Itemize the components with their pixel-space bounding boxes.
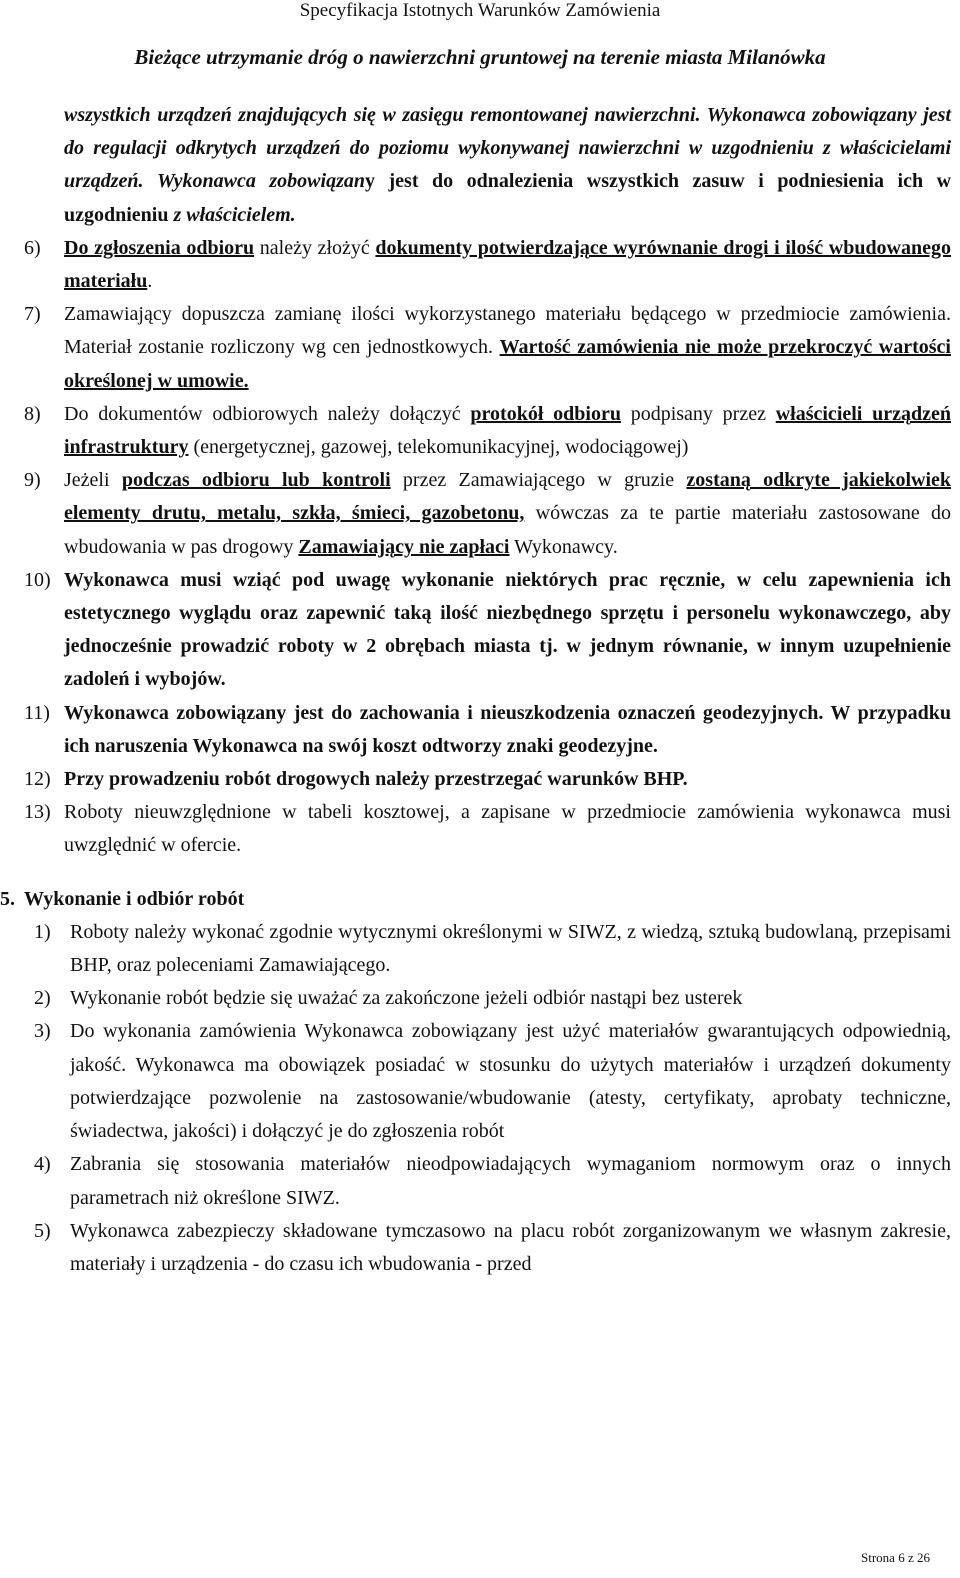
section-item-3	[24, 1015, 951, 1148]
list-number: 12)	[24, 768, 51, 791]
continuation-text-2c: z właścicielem.	[173, 203, 296, 226]
list-item-6	[24, 232, 951, 298]
continuation-text-2a: Wykonawca zobowiązan	[157, 170, 365, 193]
list-item-11	[24, 697, 951, 763]
list-text: Do dokumentów odbiorowych należy dołączyć protokół odbioru podpisany przez właścicieli urządzeń infrastruktury (energetycznej, gazowej, telekomunikacyjnej, wodociągowej)	[64, 402, 951, 459]
list-item-9	[24, 464, 951, 564]
section-item-2	[24, 982, 951, 1015]
section-title: Wykonanie i odbiór robót	[24, 887, 245, 910]
list-text: Wykonanie robót będzie się uważać za zakończone jeżeli odbiór nastąpi bez usterek	[70, 987, 743, 1010]
list-item-12	[24, 763, 951, 796]
list-item-8	[24, 398, 951, 464]
list-number: 6)	[24, 236, 41, 259]
list-text: Do wykonania zamówienia Wykonawca zobowiązany jest użyć materiałów gwarantujących odpowiednią, jakość. Wykonawca ma obowiązek posiadać w stosunku do użytych materiałów i urządzeń dokumenty potwierdzające pozwolenie na zastosowanie/wbudowanie (atesty, certyfikaty, aprobaty techniczne, świadectwa, jakości) i dołączyć je do zgłoszenia robót	[70, 1020, 951, 1143]
list-number: 4)	[34, 1153, 51, 1176]
list-item-13	[24, 796, 951, 862]
section-item-1	[24, 916, 951, 982]
list-text: Przy prowadzeniu robót drogowych należy przestrzegać warunków BHP.	[64, 768, 688, 791]
section-heading	[0, 883, 951, 916]
section-number: 5.	[0, 887, 15, 910]
list-text: Zamawiający dopuszcza zamianę ilości wykorzystanego materiału będącego w przedmiocie zamówienia. Materiał zostanie rozliczony wg cen jednostkowych. Wartość zamówienia nie może przekroczyć wartości określonej w umowie.	[64, 303, 951, 392]
list-number: 3)	[34, 1020, 51, 1043]
list-number: 5)	[34, 1219, 51, 1242]
list-text: Jeżeli podczas odbioru lub kontroli przez Zamawiającego w gruzie zostaną odkryte jakiekolwiek elementy drutu, metalu, szkła, śmieci, gazobetonu, wówczas za te partie materiału zastosowane do wbudowania w pas drogowy Zamawiający nie zapłaci Wykonawcy.	[64, 469, 952, 558]
document-body	[0, 99, 952, 1281]
section-item-4	[24, 1148, 951, 1214]
list-text: Roboty nieuwzględnione w tabeli kosztowej, a zapisane w przedmiocie zamówienia wykonawca musi uwzględnić w ofercie.	[64, 801, 951, 857]
list-number: 1)	[34, 920, 51, 943]
list-text: Do zgłoszenia odbioru należy złożyć dokumenty potwierdzające wyrównanie drogi i ilość wbudowanego materiału.	[64, 236, 952, 293]
list-number: 8)	[24, 402, 41, 425]
list-number: 13)	[24, 801, 51, 824]
list-text: Wykonawca zobowiązany jest do zachowania i nieuszkodzenia oznaczeń geodezyjnych. W przypadku ich naruszenia Wykonawca na swój koszt odtworzy znaki geodezyjne.	[64, 701, 951, 757]
continuation-paragraph	[24, 99, 951, 232]
list-text: Roboty należy wykonać zgodnie wytycznymi określonymi w SIWZ, z wiedzą, sztuką budowlaną, przepisami BHP, oraz poleceniami Zamawiającego.	[70, 920, 951, 977]
list-text: Zabrania się stosowania materiałów nieodpowiadających wymaganiom normowym oraz o innych parametrach niż określone SIWZ.	[70, 1153, 951, 1209]
continuation-text-2b: y jest do odnalezienia wszystkich zasuw i podniesienia ich w uzgodnieniu	[64, 170, 952, 226]
list-text: Wykonawca zabezpieczy składowane tymczasowo na placu robót zorganizowanym we własnym zakresie, materiały i urządzenia - do czasu ich wbudowania - przed	[70, 1219, 951, 1275]
list-number: 2)	[34, 987, 51, 1010]
list-text: Wykonawca musi wziąć pod uwagę wykonanie niektórych prac ręcznie, w celu zapewnienia ich estetycznego wyglądu oraz zapewnić taką ilość niezbędnego sprzętu i personelu wykonawczego, aby jednocześnie prowadzić roboty w 2 obrębach miasta tj. w jednym równanie, w innym uzupełnienie zadoleń i wybojów.	[64, 568, 951, 691]
list-number: 7)	[24, 303, 41, 326]
document-header: Specyfikacja Istotnych Warunków Zamówienia	[299, 0, 661, 21]
section-item-5	[24, 1215, 951, 1281]
list-item-10	[24, 564, 951, 697]
list-number: 9)	[24, 469, 41, 492]
document-title: Bieżące utrzymanie dróg o nawierzchni gruntowej na terenie miasta Milanówka	[134, 45, 826, 69]
list-number: 10)	[24, 568, 51, 591]
list-number: 11)	[24, 701, 50, 724]
list-item-7	[24, 298, 951, 398]
continuation-text-1: wszystkich urządzeń znajdujących się w zasięgu remontowanej nawierzchni. Wykonawca zobowiązany jest do regulacji odkrytych urządzeń do poziomu wykonywanej nawierzchni w uzgodnieniu z właścicielami urządzeń.	[64, 104, 951, 193]
page-number: Strona 6 z 26	[861, 1550, 930, 1565]
